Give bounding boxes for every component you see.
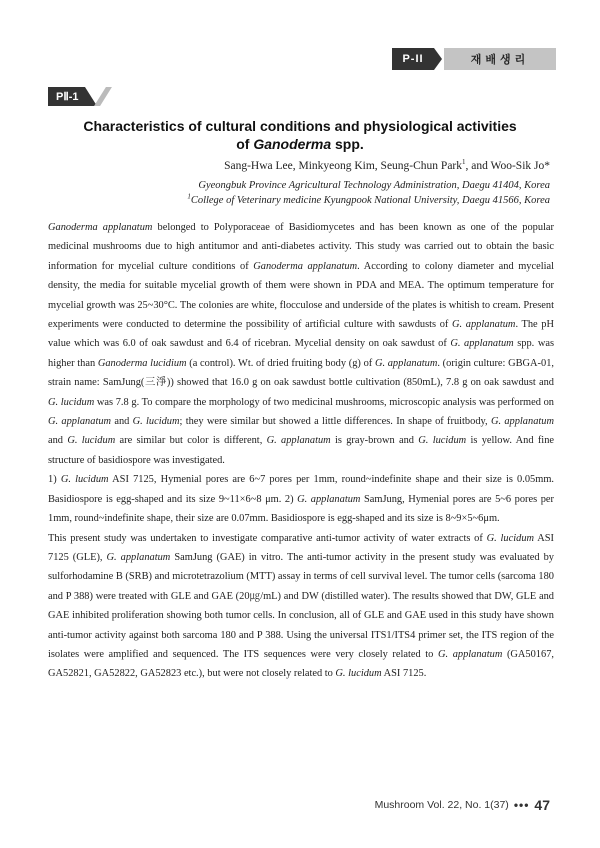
- text-run: SamJung, Hymenial pores are 5~6 pores per 1mm, round~indefinite shape, their size are 0.07mm. Basidiospore is egg-shaped and its size is 8~9×5~6μm.: [48, 493, 554, 525]
- title-line-2: [60, 135, 540, 153]
- text-run: . The pH value which was 6.0 of oak sawdust and 6.4 of ricebran. Mycelial density on oak sawdust of: [48, 319, 554, 350]
- abstract-paragraph-3: [48, 529, 554, 684]
- text-run: ASI 7125.: [381, 668, 427, 680]
- page-number: 47: [534, 797, 550, 813]
- section-name: 재배생리: [444, 48, 556, 70]
- text-run: 1): [48, 474, 61, 486]
- poster-code: PⅡ-1: [48, 87, 85, 106]
- text-run: and: [111, 416, 133, 428]
- author-list-1: Sang-Hwa Lee, Minkyeong Kim, Seung-Chun Park: [224, 160, 463, 172]
- text-run: . According to colony diameter and mycelial density, the media for suitable mycelial growth of them were shown in PDA and MEA. The optimum temperature for mycelial growth was 25~30°C. The colonies are white, flocculose and underside of the plates is whitish to cream. Present experiments were conducted to determine the possibility of artificial culture with sawdusts of: [48, 260, 554, 331]
- species-name: G. lucidum: [132, 416, 180, 428]
- species-name: G. lucidum: [335, 668, 382, 680]
- title-line-1: Characteristics of cultural conditions and physiological activities: [83, 118, 517, 134]
- species-name: G. applanatum: [266, 435, 331, 447]
- text-run: . (origin culture: GBGA-01, strain name: SamJung(三淨)) showed that 16.0 g on oak sawdust bottle cultivation (850mL), 7.8 g on oak sawdust and: [48, 357, 554, 389]
- text-run: spp. was higher than: [48, 338, 554, 369]
- text-run: ; they were similar but showed a little differences. In shape of fruitbody,: [179, 416, 491, 428]
- author-sup: 1: [462, 158, 466, 167]
- text-run: ASI 7125, Hymenial pores are 6~7 pores per 1mm, round~indefinite shape and their size is 0.05mm. Basidiospore is egg-shaped and its size 9~11×6~8 μm. 2): [48, 474, 554, 505]
- species-name: G. applanatum: [48, 416, 112, 428]
- affiliation-sup: 1: [187, 192, 191, 201]
- species-name: G. lucidum: [67, 435, 116, 447]
- abstract-paragraph-2: [48, 470, 554, 528]
- affiliation-1: Gyeongbuk Province Agricultural Technology Administration, Daegu 41404, Korea: [198, 180, 550, 191]
- species-name: G. applanatum: [452, 319, 516, 331]
- text-run: are similar but color is different,: [115, 435, 267, 447]
- paper-title: [60, 117, 540, 153]
- title-genus: Ganoderma: [253, 136, 332, 152]
- text-run: ASI 7125 (GLE),: [48, 532, 554, 563]
- title-suffix: spp.: [331, 136, 364, 152]
- text-run: (GA50167, GA52821, GA52822, GA52823 etc.), but were not closely related to: [48, 648, 554, 680]
- text-run: belonged to Polyporaceae of Basidiomycetes and has been known as one of the popular medicinal mushrooms due to high antitumor and anti-diabetes activity. This study was carried out to obtain the basic information for mycelial culture conditions of: [48, 222, 555, 272]
- species-name: G. applanatum: [450, 338, 514, 350]
- abstract-paragraph-1: [48, 218, 554, 470]
- species-name: G. lucidum: [486, 532, 535, 544]
- page-footer: [375, 797, 550, 813]
- authors: [224, 160, 550, 172]
- species-name: G. applanatum: [437, 648, 503, 660]
- species-name: G. lucidum: [60, 474, 109, 486]
- species-name: Ganoderma applanatum: [253, 260, 358, 272]
- author-list-2: , and Woo-Sik Jo*: [465, 160, 550, 172]
- text-run: and: [48, 435, 68, 447]
- species-name: Ganoderma applanatum: [48, 222, 153, 233]
- species-name: Ganoderma lucidium: [97, 357, 187, 369]
- species-name: G. applanatum: [106, 551, 171, 563]
- species-name: G. applanatum: [374, 357, 438, 369]
- species-name: G. lucidum: [48, 396, 95, 408]
- abstract: [48, 218, 554, 684]
- species-name: G. applanatum: [297, 493, 361, 505]
- text-run: is yellow. And fine structure of basidiospore was investigated.: [48, 435, 555, 466]
- section-code: P-II: [392, 48, 434, 70]
- text-run: SamJung (GAE) in vitro. The anti-tumor activity in the present study was evaluated by sulforhodamine B (SRB) and microtetrazolium (MTT) assay in terms of cell survival level. The tumor cells (sarcoma 180 and P 388) were treated with GLE and GAE (20㎍/mL) and DW (distilled water). The results showed that DW, GLE and GAE inhibited proliferation showing both tumor cells. In conclusion, all of GLE and GAE used in this study have shown anti-tumor activity against both sarcoma 180 and P 388. Using the universal ITS1/ITS4 primer set, the ITS region of the isolates were amplified and sequenced. The ITS sequences were very closely related to: [48, 551, 554, 660]
- section-tab: [392, 48, 556, 70]
- text-run: This present study was undertaken to investigate comparative anti-tumor activity of water extracts of: [48, 532, 487, 544]
- affiliation-2: [187, 192, 550, 206]
- title-prefix: of: [236, 136, 254, 152]
- text-run: (a control). Wt. of dried fruiting body (g) of: [186, 357, 375, 369]
- section-arrow: [434, 48, 442, 70]
- footer-dots: •••: [513, 798, 530, 812]
- affiliation-2-text: College of Veterinary medicine Kyungpook National University, Daegu 41566, Korea: [190, 195, 550, 206]
- journal-citation: Mushroom Vol. 22, No. 1(37): [374, 799, 509, 811]
- species-name: G. applanatum: [490, 416, 554, 428]
- text-run: was 7.8 g. To compare the morphology of two medicinal mushrooms, microscopic analysis was performed on: [94, 396, 554, 408]
- text-run: is gray-brown and: [330, 435, 419, 447]
- species-name: G. lucidum: [418, 435, 467, 447]
- poster-code-badge: [48, 87, 106, 106]
